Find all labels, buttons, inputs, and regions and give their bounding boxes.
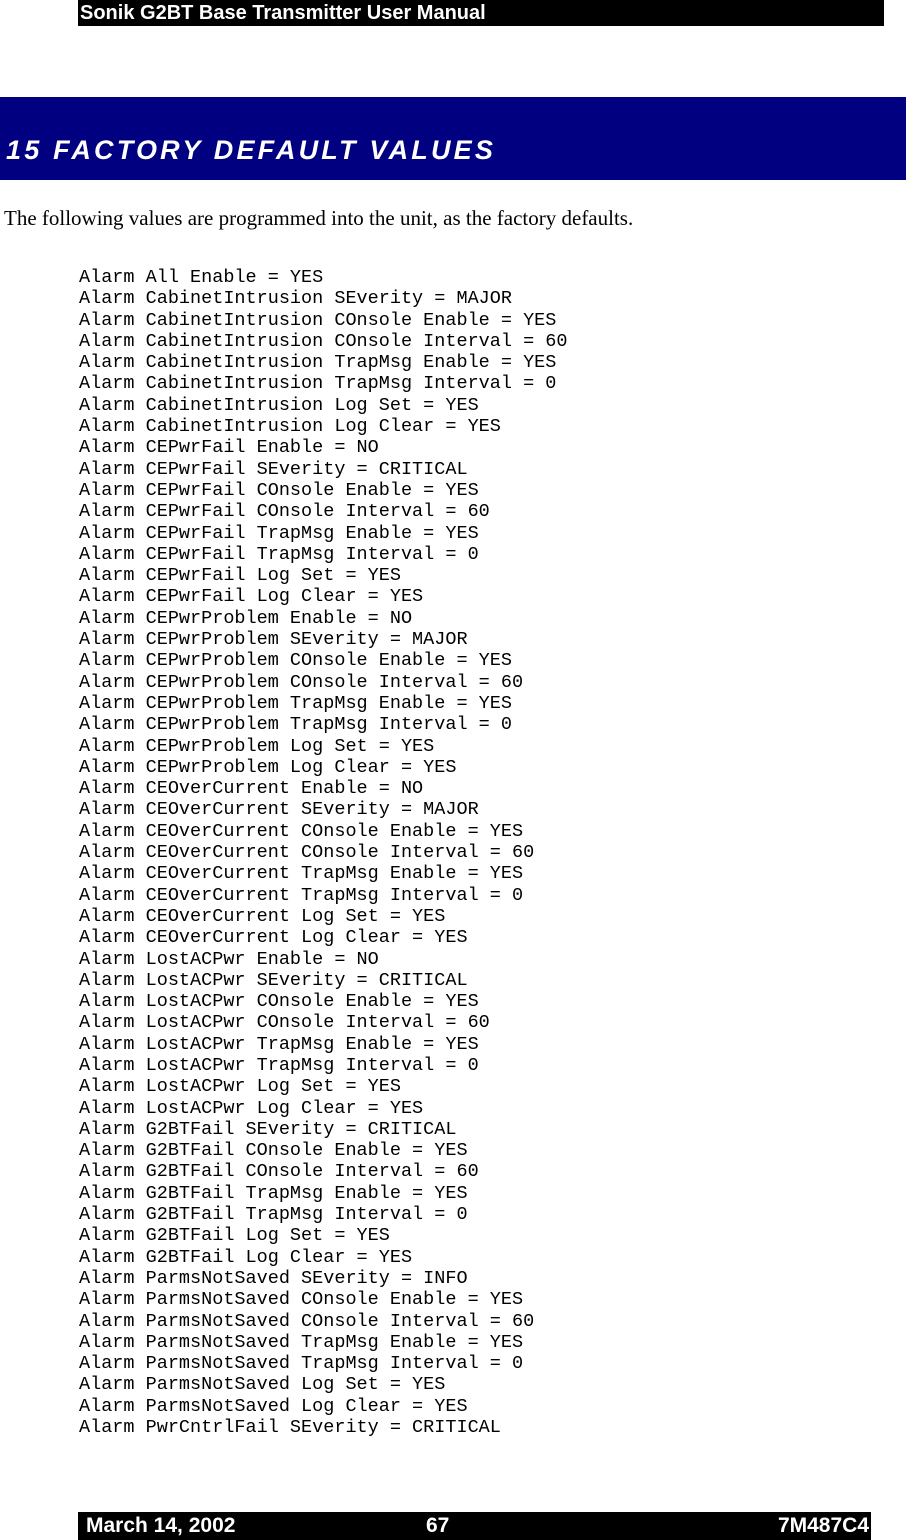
default-value-line: Alarm CEPwrProblem SEverity = MAJOR	[79, 629, 468, 651]
document-id: 7M487C4	[777, 1514, 869, 1537]
default-value-line: Alarm CEPwrFail Enable = NO	[79, 437, 379, 459]
default-value-line: Alarm LostACPwr COnsole Interval = 60	[79, 1012, 490, 1034]
default-value-line: Alarm CabinetIntrusion Log Set = YES	[79, 394, 479, 416]
default-value-line: Alarm LostACPwr TrapMsg Enable = YES	[79, 1033, 479, 1055]
default-value-line: Alarm CEPwrProblem COnsole Interval = 60	[79, 671, 524, 693]
default-value-line: Alarm ParmsNotSaved TrapMsg Interval = 0	[79, 1353, 524, 1375]
page-header	[78, 0, 884, 26]
default-value-line: Alarm CabinetIntrusion Log Clear = YES	[79, 416, 501, 438]
default-value-line: Alarm CEOverCurrent Enable = NO	[79, 778, 424, 800]
default-value-line: Alarm CabinetIntrusion COnsole Enable = YES	[79, 309, 557, 331]
default-value-line: Alarm CEPwrFail COnsole Enable = YES	[79, 479, 479, 501]
default-value-line: Alarm ParmsNotSaved Log Set = YES	[79, 1374, 446, 1396]
default-value-line: Alarm CEPwrFail Log Set = YES	[79, 565, 401, 587]
default-value-line: Alarm CabinetIntrusion COnsole Interval = 60	[79, 330, 568, 352]
default-value-line: Alarm All Enable = YES	[79, 267, 324, 288]
default-value-line: Alarm ParmsNotSaved Log Clear = YES	[79, 1395, 468, 1417]
section-title: FACTORY DEFAULT VALUES	[53, 135, 497, 165]
default-value-line: Alarm CEOverCurrent Log Set = YES	[79, 905, 446, 927]
default-value-line: Alarm G2BTFail Log Set = YES	[79, 1225, 390, 1247]
default-value-line: Alarm CabinetIntrusion SEverity = MAJOR	[79, 288, 512, 310]
default-value-line: Alarm CEPwrProblem TrapMsg Enable = YES	[79, 692, 512, 714]
default-value-line: Alarm G2BTFail SEverity = CRITICAL	[79, 1118, 457, 1140]
default-value-line: Alarm CEPwrProblem Log Set = YES	[79, 735, 435, 757]
default-value-line: Alarm G2BTFail Log Clear = YES	[79, 1246, 413, 1268]
default-value-line: Alarm LostACPwr SEverity = CRITICAL	[79, 969, 468, 991]
default-value-line: Alarm CEPwrFail SEverity = CRITICAL	[79, 458, 468, 480]
intro-paragraph: The following values are programmed into the unit, as the factory defaults.	[4, 206, 634, 230]
default-value-line: Alarm LostACPwr TrapMsg Interval = 0	[79, 1054, 479, 1076]
default-value-line: Alarm CEOverCurrent TrapMsg Enable = YES	[79, 863, 524, 885]
default-value-line: Alarm LostACPwr Log Set = YES	[79, 1076, 401, 1098]
default-value-line: Alarm LostACPwr COnsole Enable = YES	[79, 991, 479, 1013]
default-value-line: Alarm CEOverCurrent COnsole Enable = YES	[79, 820, 524, 842]
default-value-line: Alarm G2BTFail TrapMsg Interval = 0	[79, 1204, 468, 1226]
default-value-line: Alarm PwrCntrlFail SEverity = CRITICAL	[79, 1417, 501, 1439]
page-number: 67	[426, 1514, 450, 1537]
manual-title: Sonik G2BT Base Transmitter User Manual	[80, 2, 486, 24]
default-value-line: Alarm G2BTFail COnsole Enable = YES	[79, 1140, 468, 1162]
default-value-line: Alarm CEPwrProblem Enable = NO	[79, 607, 413, 629]
section-number: 15	[6, 135, 43, 165]
default-value-line: Alarm CabinetIntrusion TrapMsg Enable = YES	[79, 352, 557, 374]
default-value-line: Alarm CEOverCurrent TrapMsg Interval = 0	[79, 884, 524, 906]
default-value-line: Alarm LostACPwr Log Clear = YES	[79, 1097, 424, 1119]
default-value-line: Alarm CEPwrProblem TrapMsg Interval = 0	[79, 714, 512, 736]
default-value-line: Alarm G2BTFail TrapMsg Enable = YES	[79, 1182, 468, 1204]
footer-date: March 14, 2002	[86, 1514, 236, 1537]
default-value-line: Alarm CEPwrProblem COnsole Enable = YES	[79, 650, 512, 672]
default-value-line: Alarm ParmsNotSaved COnsole Interval = 60	[79, 1310, 535, 1332]
default-value-line: Alarm CabinetIntrusion TrapMsg Interval = 0	[79, 373, 557, 395]
default-value-line: Alarm ParmsNotSaved TrapMsg Enable = YES	[79, 1331, 524, 1353]
default-value-line: Alarm CEPwrProblem Log Clear = YES	[79, 756, 457, 778]
page-footer	[78, 1512, 871, 1540]
default-value-line: Alarm LostACPwr Enable = NO	[79, 948, 379, 970]
default-value-line: Alarm CEPwrFail TrapMsg Enable = YES	[79, 522, 479, 544]
default-value-line: Alarm CEOverCurrent Log Clear = YES	[79, 927, 468, 949]
default-value-line: Alarm CEOverCurrent SEverity = MAJOR	[79, 799, 479, 821]
default-value-line: Alarm CEOverCurrent COnsole Interval = 60	[79, 842, 535, 864]
default-value-line: Alarm CEPwrFail TrapMsg Interval = 0	[79, 543, 479, 565]
default-value-line: Alarm ParmsNotSaved SEverity = INFO	[79, 1267, 468, 1289]
default-values-list	[79, 267, 567, 1438]
default-value-line: Alarm ParmsNotSaved COnsole Enable = YES	[79, 1289, 524, 1311]
section-banner	[0, 97, 906, 180]
default-value-line: Alarm CEPwrFail Log Clear = YES	[79, 586, 424, 608]
section-heading	[6, 135, 496, 166]
default-value-line: Alarm CEPwrFail COnsole Interval = 60	[79, 501, 490, 523]
default-value-line: Alarm G2BTFail COnsole Interval = 60	[79, 1161, 479, 1183]
